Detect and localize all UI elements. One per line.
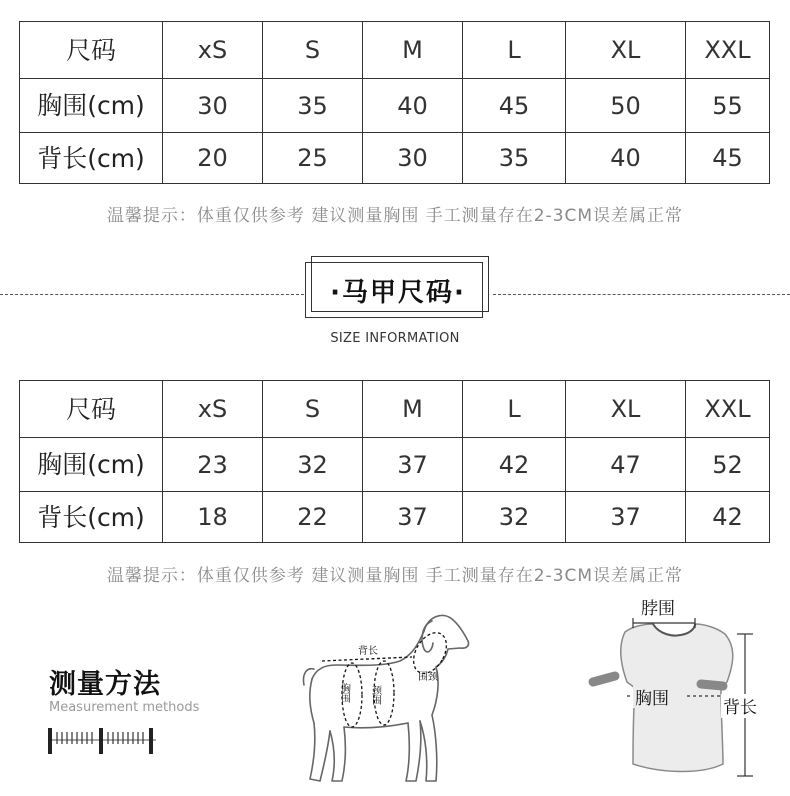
table-cell: 22 xyxy=(263,492,363,543)
header-cell: xS xyxy=(163,22,263,79)
dog-label-chest: 胸围 xyxy=(338,683,350,703)
section-subtitle: SIZE INFORMATION xyxy=(330,331,460,346)
ruler-icon xyxy=(48,726,158,756)
header-cell-size: 尺码 xyxy=(20,381,163,438)
row-label: 背长(cm) xyxy=(20,492,163,543)
header-cell: XL xyxy=(566,381,686,438)
table-cell: 50 xyxy=(566,79,686,133)
dashed-divider-left xyxy=(0,294,304,295)
header-cell: M xyxy=(363,381,463,438)
header-cell: XL xyxy=(566,22,686,79)
header-cell-size: 尺码 xyxy=(20,22,163,79)
table-cell: 45 xyxy=(686,133,770,184)
table-row-chest xyxy=(20,79,770,133)
table-cell: 30 xyxy=(163,79,263,133)
table-cell: 40 xyxy=(363,79,463,133)
header-cell: L xyxy=(463,22,566,79)
header-cell: XXL xyxy=(686,22,770,79)
table-row-chest xyxy=(20,438,770,492)
table-cell: 30 xyxy=(363,133,463,184)
table-cell: 47 xyxy=(566,438,686,492)
table-cell: 20 xyxy=(163,133,263,184)
size-table-2 xyxy=(19,380,770,543)
table-row-back-length xyxy=(20,492,770,543)
table-cell: 42 xyxy=(463,438,566,492)
dashed-divider-right xyxy=(493,294,790,295)
header-cell: S xyxy=(263,22,363,79)
table-header-row xyxy=(20,381,770,438)
dog-label-neck-2: 围颈 xyxy=(418,672,438,683)
header-cell: S xyxy=(263,381,363,438)
size-note-2: 温馨提示：体重仅供参考 建议测量胸围 手工测量存在2-3CM误差属正常 xyxy=(106,566,684,586)
header-cell: XXL xyxy=(686,381,770,438)
row-label: 胸围(cm) xyxy=(20,438,163,492)
table-cell: 40 xyxy=(566,133,686,184)
table-cell: 52 xyxy=(686,438,770,492)
vest-chest-label: 胸围 xyxy=(635,689,669,709)
header-cell: L xyxy=(463,381,566,438)
method-title: 测量方法 xyxy=(49,669,161,700)
table-header-row xyxy=(20,22,770,79)
size-table-1 xyxy=(19,21,770,184)
dog-label-neck: 颈围 xyxy=(369,685,381,705)
method-subtitle: Measurement methods xyxy=(49,700,200,715)
table-cell: 25 xyxy=(263,133,363,184)
row-label: 胸围(cm) xyxy=(20,79,163,133)
dog-label-back: 背长 xyxy=(358,646,378,657)
header-cell: xS xyxy=(163,381,263,438)
vest-neck-label: 脖围 xyxy=(641,599,675,619)
table-cell: 32 xyxy=(463,492,566,543)
table-cell: 35 xyxy=(263,79,363,133)
table-cell: 45 xyxy=(463,79,566,133)
section-title: ·马甲尺码· xyxy=(330,277,466,308)
vest-measurement-diagram xyxy=(585,596,775,786)
table-cell: 32 xyxy=(263,438,363,492)
table-cell: 35 xyxy=(463,133,566,184)
table-cell: 55 xyxy=(686,79,770,133)
header-cell: M xyxy=(363,22,463,79)
table-cell: 42 xyxy=(686,492,770,543)
table-cell: 18 xyxy=(163,492,263,543)
size-note-1: 温馨提示：体重仅供参考 建议测量胸围 手工测量存在2-3CM误差属正常 xyxy=(106,206,684,226)
table-cell: 37 xyxy=(363,492,463,543)
vest-back-label: 背长 xyxy=(723,698,757,718)
dog-measurement-diagram xyxy=(296,605,471,793)
table-cell: 37 xyxy=(566,492,686,543)
table-row-back-length xyxy=(20,133,770,184)
row-label: 背长(cm) xyxy=(20,133,163,184)
table-cell: 37 xyxy=(363,438,463,492)
table-cell: 23 xyxy=(163,438,263,492)
